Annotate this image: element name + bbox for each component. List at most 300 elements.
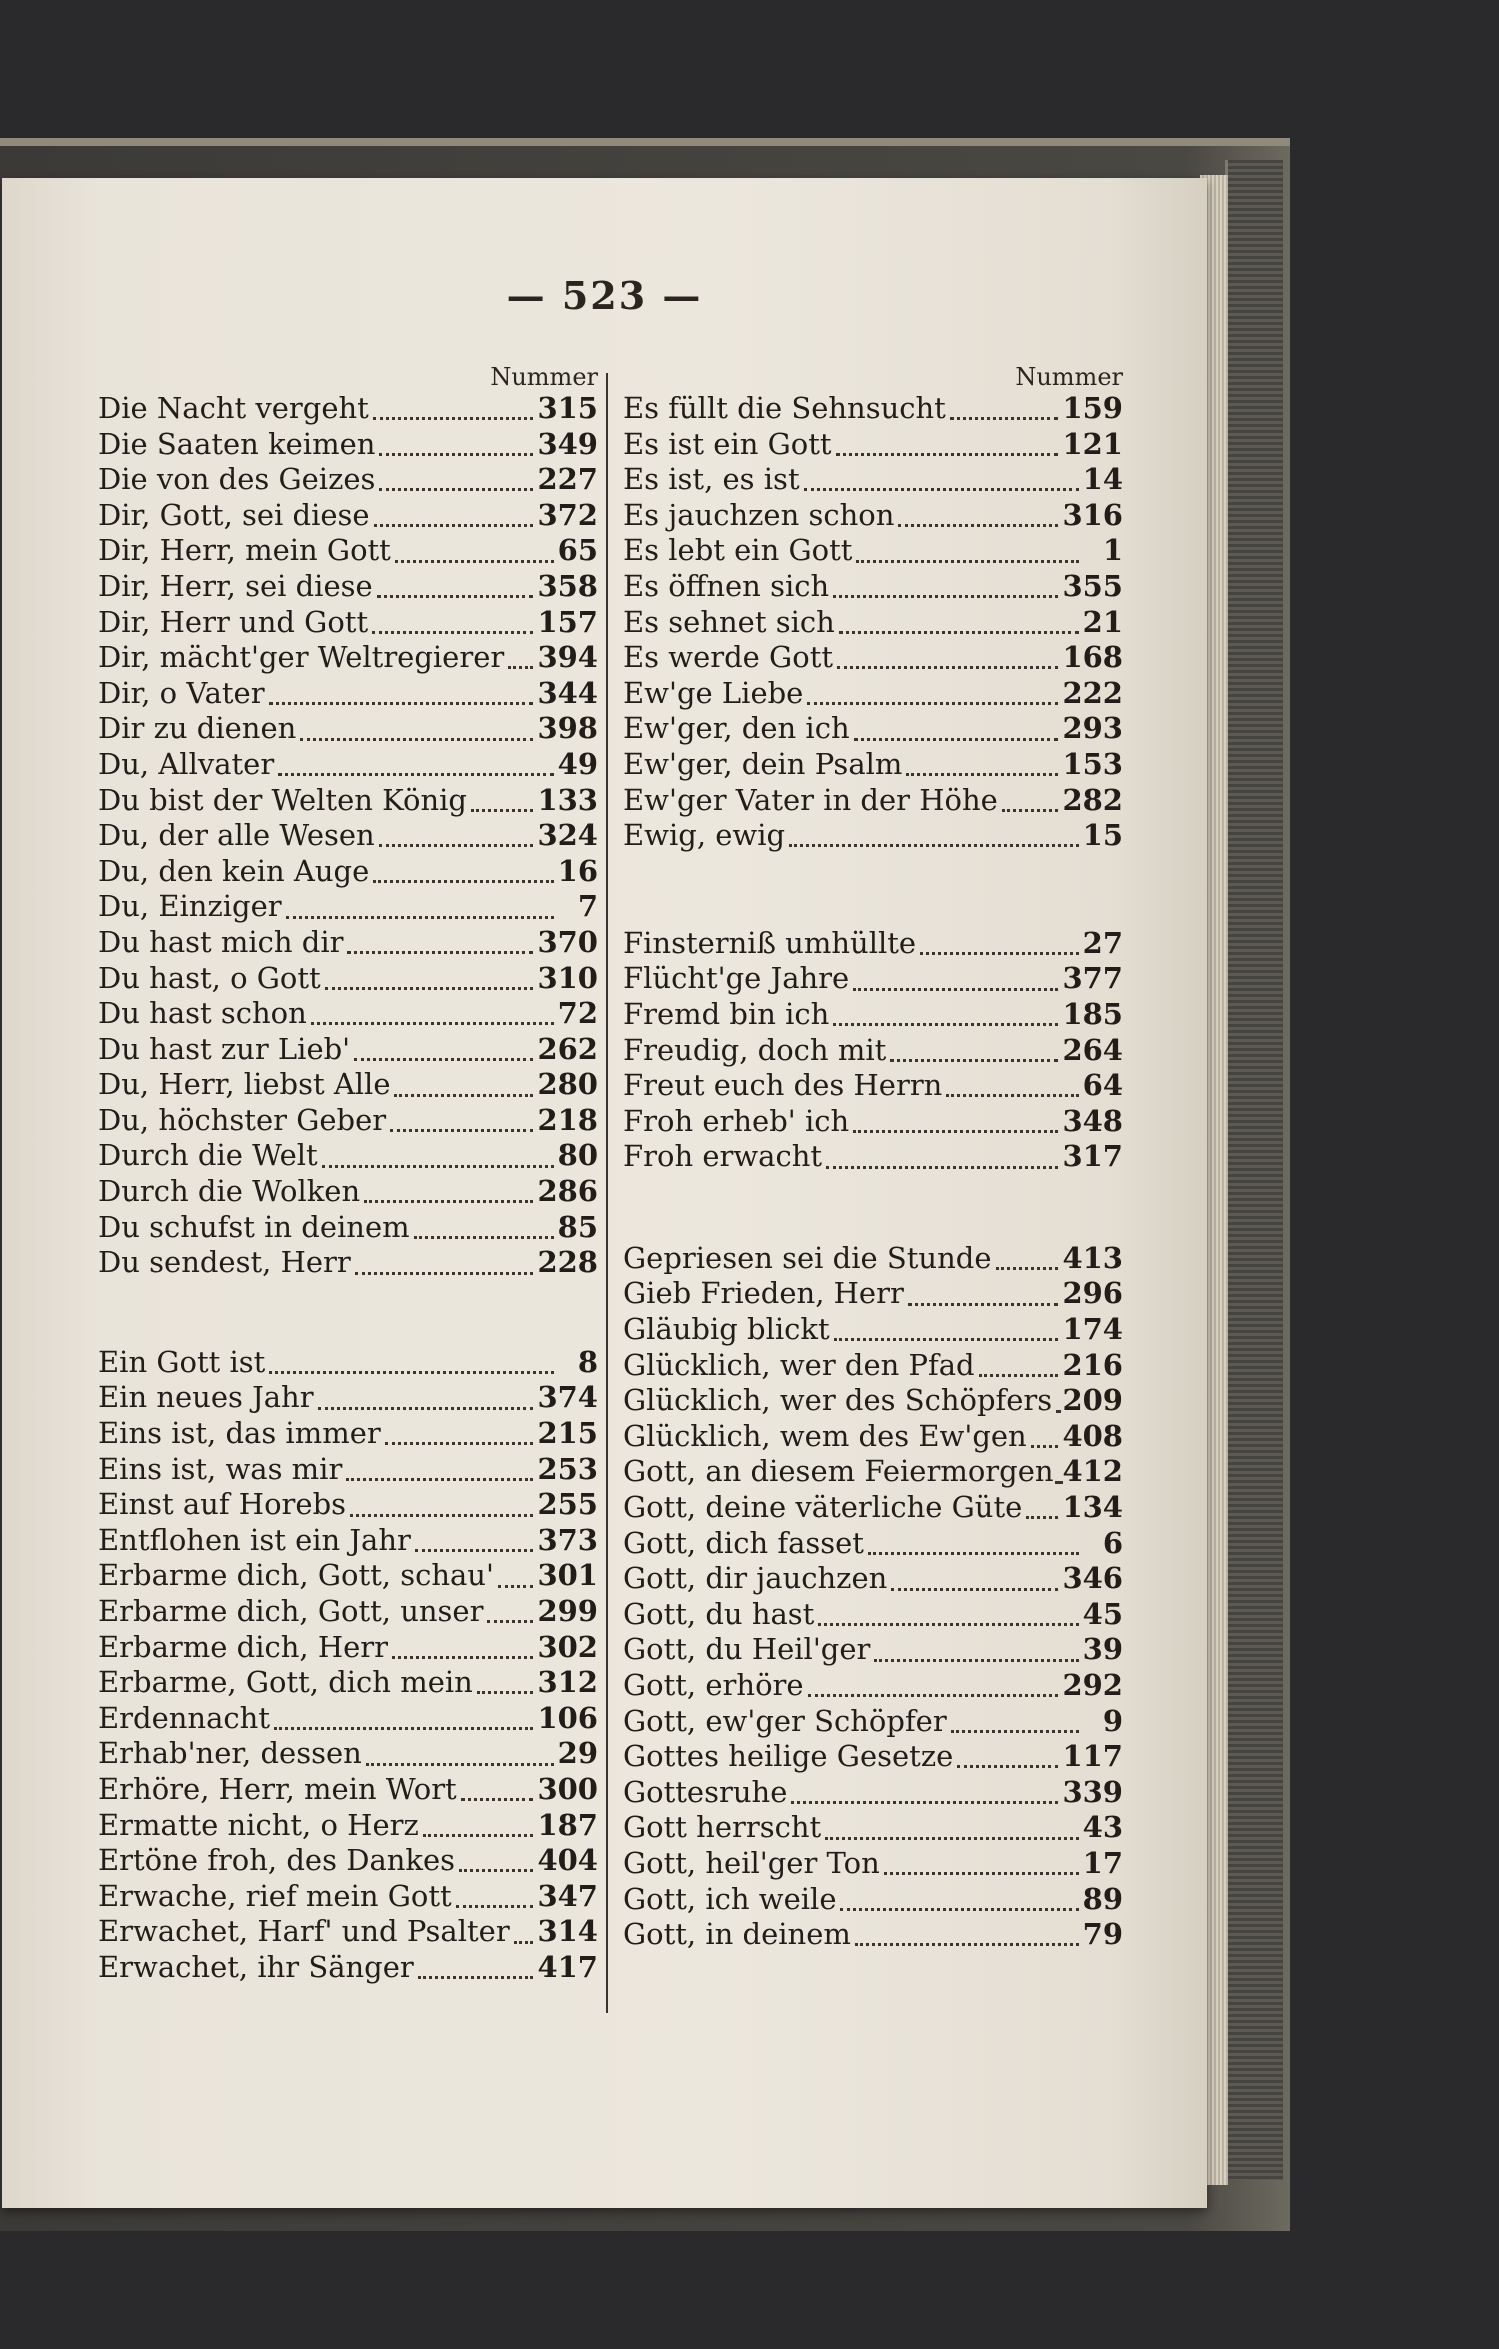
entry-title: Ew'ger, den ich: [623, 711, 850, 746]
entry-number: 377: [1062, 961, 1123, 996]
index-entry: [623, 1383, 1123, 1419]
entry-list: [98, 391, 598, 1986]
index-entry: [98, 1067, 598, 1103]
entry-number: 358: [537, 568, 598, 603]
leader-dots: [839, 631, 1079, 634]
entry-number: 346: [1062, 1561, 1123, 1596]
leader-dots: [286, 916, 554, 919]
entry-number: 412: [1062, 1454, 1123, 1489]
entry-title: Es jauchzen schon: [623, 497, 895, 532]
index-entry: [98, 533, 598, 569]
entry-title: Gott, heil'ger Ton: [623, 1845, 880, 1880]
book-spine-edge: [1225, 160, 1283, 2180]
entry-number: 174: [1062, 1312, 1123, 1347]
leader-dots: [833, 1023, 1058, 1026]
leader-dots: [354, 1058, 533, 1061]
entry-title: Du hast zur Lieb': [98, 1031, 351, 1066]
leader-dots: [853, 988, 1058, 991]
entry-title: Du sendest, Herr: [98, 1245, 351, 1280]
index-entry: [623, 640, 1123, 676]
entry-title: Gepriesen sei die Stunde: [623, 1240, 992, 1275]
entry-title: Gott, erhöre: [623, 1668, 804, 1702]
index-entry: [98, 605, 598, 641]
entry-number: 216: [1062, 1347, 1123, 1382]
entry-number: 85: [557, 1209, 598, 1244]
index-entry: [98, 1701, 598, 1737]
index-entry: [623, 569, 1123, 605]
entry-number: 209: [1062, 1383, 1123, 1418]
entry-title: Ew'ger, dein Psalm: [623, 746, 903, 781]
entry-number: 121: [1062, 426, 1123, 461]
entry-title: Gott, deine väterliche Güte: [623, 1490, 1023, 1525]
index-entry: [623, 1704, 1123, 1740]
entry-title: Ermatte nicht, o Herz: [98, 1807, 419, 1842]
entry-number: 117: [1062, 1739, 1123, 1774]
leader-dots: [423, 1834, 534, 1837]
entry-number: 255: [537, 1487, 598, 1522]
index-entry: [98, 1416, 598, 1452]
entry-title: Du, Allvater: [98, 746, 275, 781]
entry-title: Einst auf Horebs: [98, 1487, 347, 1522]
index-column-right: [623, 363, 1123, 1953]
entry-title: Ein neues Jahr: [98, 1380, 314, 1415]
leader-dots: [487, 1620, 533, 1623]
entry-title: Du, Herr, liebst Alle: [98, 1067, 391, 1102]
entry-title: Dir, mächt'ger Weltregierer: [98, 640, 505, 675]
leader-dots: [477, 1691, 534, 1694]
index-entry: [98, 1210, 598, 1246]
entry-number: 293: [1062, 711, 1123, 746]
leader-dots: [804, 488, 1079, 491]
index-entry: [98, 1523, 598, 1559]
entry-number: 153: [1062, 746, 1123, 781]
entry-title: Freut euch des Herrn: [623, 1068, 943, 1103]
entry-title: Du, höchster Geber: [98, 1102, 387, 1137]
entry-number: 339: [1062, 1774, 1123, 1809]
entry-title: Du hast schon: [98, 996, 307, 1031]
leader-dots: [456, 1905, 534, 1908]
index-entry: [623, 462, 1123, 498]
entry-title: Glücklich, wer den Pfad: [623, 1347, 975, 1382]
leader-dots: [390, 1129, 533, 1132]
index-entry: [98, 925, 598, 961]
index-entry: [98, 1558, 598, 1594]
index-entry: [98, 1103, 598, 1139]
column-header: Nummer: [1015, 363, 1123, 391]
leader-dots: [322, 1165, 554, 1168]
entry-number: 394: [537, 640, 598, 675]
leader-dots: [325, 987, 534, 990]
entry-number: 8: [577, 1344, 598, 1379]
entry-title: Es sehnet sich: [623, 604, 835, 639]
entry-title: Ewig, ewig: [623, 818, 786, 853]
entry-title: Finsterniß umhüllte: [623, 925, 917, 960]
entry-number: 15: [1082, 818, 1123, 853]
leader-dots: [300, 738, 533, 741]
entry-title: Ein Gott ist: [98, 1344, 266, 1379]
entry-number: 344: [537, 675, 598, 710]
entry-number: 372: [537, 497, 598, 532]
leader-dots: [818, 1623, 1078, 1626]
entry-title: Die Saaten keimen: [98, 426, 376, 461]
entry-title: Gott, du Heil'ger: [623, 1632, 871, 1667]
entry-number: 7: [577, 889, 598, 924]
entry-number: 262: [537, 1031, 598, 1066]
entry-number: 134: [1062, 1490, 1123, 1525]
entry-title: Fremd bin ich: [623, 996, 830, 1031]
entry-number: 296: [1062, 1276, 1123, 1311]
entry-number: 370: [537, 924, 598, 959]
index-entry: [623, 1068, 1123, 1104]
index-entry: [98, 1630, 598, 1666]
entry-number: 9: [1102, 1703, 1123, 1738]
section-gap: [623, 854, 1123, 926]
entry-number: 292: [1062, 1668, 1123, 1702]
entry-number: 315: [537, 391, 598, 425]
entry-number: 65: [557, 533, 598, 568]
leader-dots: [906, 773, 1058, 776]
entry-number: 14: [1082, 462, 1123, 497]
leader-dots: [898, 524, 1058, 527]
entry-title: Froh erheb' ich: [623, 1103, 850, 1138]
index-entry: [98, 1174, 598, 1210]
entry-title: Gott, dich fasset: [623, 1525, 864, 1560]
leader-dots: [856, 560, 1079, 563]
leader-dots: [373, 417, 534, 420]
leader-dots: [278, 773, 553, 776]
entry-title: Glücklich, wem des Ew'gen: [623, 1418, 1027, 1453]
index-entry: [98, 1950, 598, 1986]
leader-dots: [1058, 1481, 1059, 1484]
index-entry: [98, 1808, 598, 1844]
index-entry: [623, 676, 1123, 712]
entry-number: 264: [1062, 1032, 1123, 1067]
index-entry: [98, 889, 598, 925]
index-column-left: [98, 363, 598, 1986]
entry-number: 417: [537, 1949, 598, 1984]
index-entry: [623, 1775, 1123, 1811]
leader-dots: [946, 1094, 1078, 1097]
entry-number: 348: [1062, 1103, 1123, 1138]
entry-title: Dir zu dienen: [98, 711, 297, 746]
entry-title: Gott, in deinem: [623, 1917, 851, 1952]
index-entry: [98, 676, 598, 712]
leader-dots: [392, 1656, 533, 1659]
entry-title: Dir, Herr und Gott: [98, 604, 369, 639]
leader-dots: [461, 1798, 534, 1801]
index-entry: [623, 1312, 1123, 1348]
entry-number: 408: [1062, 1418, 1123, 1453]
leader-dots: [459, 1869, 533, 1872]
entry-number: 300: [537, 1771, 598, 1806]
entry-title: Gottes heilige Gesetze: [623, 1739, 954, 1774]
index-entry: [623, 1033, 1123, 1069]
entry-title: Die Nacht vergeht: [98, 391, 369, 425]
index-entry: [623, 1632, 1123, 1668]
index-entry: [98, 854, 598, 890]
index-entry: [623, 783, 1123, 819]
leader-dots: [385, 1442, 534, 1445]
entry-number: 404: [537, 1843, 598, 1878]
leader-dots: [379, 844, 534, 847]
entry-number: 373: [537, 1522, 598, 1557]
entry-number: 215: [537, 1416, 598, 1451]
leader-dots: [834, 1338, 1059, 1341]
leader-dots: [825, 1837, 1078, 1840]
index-entry: [98, 1487, 598, 1523]
entry-title: Es öffnen sich: [623, 568, 830, 603]
index-entry: [98, 1879, 598, 1915]
entry-title: Erbarme dich, Gott, schau': [98, 1558, 494, 1593]
entry-title: Es werde Gott: [623, 640, 833, 675]
entry-title: Du hast, o Gott: [98, 960, 321, 995]
entry-number: 228: [537, 1245, 598, 1280]
entry-number: 280: [537, 1067, 598, 1102]
leader-dots: [789, 844, 1079, 847]
entry-title: Gottesruhe: [623, 1774, 788, 1809]
index-entry: [623, 1348, 1123, 1384]
leader-dots: [874, 1659, 1078, 1662]
entry-number: 227: [537, 462, 598, 497]
entry-number: 349: [537, 426, 598, 461]
leader-dots: [372, 631, 533, 634]
leader-dots: [366, 1763, 554, 1766]
index-entry: [623, 1882, 1123, 1918]
entry-number: 43: [1082, 1810, 1123, 1845]
index-entry: [623, 533, 1123, 569]
leader-dots: [1002, 809, 1059, 812]
entry-number: 253: [537, 1451, 598, 1486]
leader-dots: [347, 951, 533, 954]
index-entry: [98, 996, 598, 1032]
entry-number: 398: [537, 711, 598, 746]
index-entry: [98, 1245, 598, 1281]
index-entry: [98, 1380, 598, 1416]
leader-dots: [498, 1585, 534, 1588]
index-entry: [98, 1843, 598, 1879]
entry-title: Gott, du hast: [623, 1596, 815, 1631]
entry-number: 301: [537, 1558, 598, 1593]
leader-dots: [418, 1976, 534, 1979]
leader-dots: [514, 1941, 534, 1944]
entry-title: Freudig, doch mit: [623, 1032, 887, 1067]
section-gap: [98, 1281, 598, 1345]
entry-title: Flücht'ge Jahre: [623, 961, 850, 996]
page-number: — 523 —: [506, 273, 703, 318]
leader-dots: [996, 1267, 1059, 1270]
index-entry: [623, 1526, 1123, 1562]
index-entry: [98, 747, 598, 783]
entry-number: 79: [1082, 1917, 1123, 1952]
entry-number: 310: [537, 960, 598, 995]
index-entry: [623, 711, 1123, 747]
entry-title: Ew'ger Vater in der Höhe: [623, 782, 998, 817]
entry-number: 106: [537, 1700, 598, 1735]
entry-title: Erdennacht: [98, 1700, 270, 1735]
leader-dots: [374, 524, 534, 527]
entry-number: 317: [1062, 1139, 1123, 1174]
index-entry: [98, 427, 598, 463]
entry-number: 374: [537, 1380, 598, 1415]
index-entry: [623, 1454, 1123, 1490]
index-entry: [623, 997, 1123, 1033]
entry-title: Gott, ew'ger Schöpfer: [623, 1703, 947, 1738]
leader-dots: [269, 702, 534, 705]
leader-dots: [377, 595, 534, 598]
index-entry: [98, 391, 598, 427]
leader-dots: [807, 702, 1058, 705]
index-entry: [623, 605, 1123, 641]
entry-title: Es ist, es ist: [623, 462, 800, 497]
index-entry: [623, 1104, 1123, 1140]
entry-title: Du schufst in deinem: [98, 1209, 410, 1244]
entry-number: 29: [557, 1736, 598, 1771]
entry-number: 80: [557, 1138, 598, 1173]
column-divider: [606, 373, 608, 2013]
entry-title: Es lebt ein Gott: [623, 533, 853, 568]
entry-title: Es ist ein Gott: [623, 426, 832, 461]
index-entry: [623, 1846, 1123, 1882]
entry-number: 302: [537, 1629, 598, 1664]
entry-list: [623, 391, 1123, 1953]
entry-number: 21: [1082, 604, 1123, 639]
column-header: Nummer: [490, 363, 598, 391]
entry-title: Die von des Geizes: [98, 462, 376, 497]
entry-title: Eins ist, das immer: [98, 1416, 381, 1451]
entry-title: Ew'ge Liebe: [623, 675, 804, 710]
leader-dots: [891, 1588, 1058, 1591]
entry-number: 187: [537, 1807, 598, 1842]
leader-dots: [355, 1272, 534, 1275]
index-entry: [623, 1917, 1123, 1953]
leader-dots: [868, 1552, 1079, 1555]
entry-title: Erwachet, Harf' und Psalter: [98, 1914, 510, 1949]
leader-dots: [840, 1908, 1078, 1911]
entry-title: Dir, o Vater: [98, 675, 265, 710]
leader-dots: [395, 560, 554, 563]
entry-title: Erbarme dich, Herr: [98, 1629, 388, 1664]
entry-number: 299: [537, 1594, 598, 1628]
leader-dots: [471, 809, 533, 812]
index-entry: [98, 1138, 598, 1174]
entry-number: 133: [537, 782, 598, 817]
leader-dots: [379, 488, 533, 491]
entry-title: Erbarme dich, Gott, unser: [98, 1594, 484, 1628]
entry-title: Du hast mich dir: [98, 924, 344, 959]
entry-number: 218: [537, 1102, 598, 1137]
index-entry: [623, 1561, 1123, 1597]
leader-dots: [837, 666, 1058, 669]
index-entry: [98, 1594, 598, 1630]
entry-title: Du, den kein Auge: [98, 853, 370, 888]
entry-number: 39: [1082, 1632, 1123, 1667]
entry-title: Gott, ich weile: [623, 1881, 837, 1916]
index-entry: [98, 1665, 598, 1701]
entry-number: 312: [537, 1665, 598, 1700]
leader-dots: [855, 1943, 1079, 1946]
entry-title: Ertöne froh, des Dankes: [98, 1843, 456, 1878]
index-entry: [98, 783, 598, 819]
entry-number: 324: [537, 818, 598, 853]
index-entry: [98, 640, 598, 676]
index-entry: [98, 1772, 598, 1808]
entry-title: Gott herrscht: [623, 1810, 822, 1845]
book-page: [2, 178, 1207, 2208]
entry-number: 282: [1062, 782, 1123, 817]
index-entry: [98, 1452, 598, 1488]
leader-dots: [311, 1022, 554, 1025]
entry-number: 168: [1062, 640, 1123, 675]
entry-title: Gläubig blickt: [623, 1312, 830, 1347]
leader-dots: [1056, 1410, 1058, 1413]
index-entry: [98, 569, 598, 605]
entry-number: 347: [537, 1878, 598, 1913]
entry-title: Erhöre, Herr, mein Wort: [98, 1771, 457, 1806]
section-gap: [623, 1175, 1123, 1241]
leader-dots: [394, 1094, 533, 1097]
index-entry: [623, 391, 1123, 427]
index-entry: [98, 1345, 598, 1381]
entry-title: Du, der alle Wesen: [98, 818, 375, 853]
leader-dots: [826, 1166, 1058, 1169]
entry-number: 49: [557, 746, 598, 781]
entry-title: Froh erwacht: [623, 1139, 823, 1174]
index-entry: [623, 1739, 1123, 1775]
leader-dots: [414, 1236, 554, 1239]
entry-title: Erbarme, Gott, dich mein: [98, 1665, 473, 1700]
entry-title: Dir, Herr, mein Gott: [98, 533, 391, 568]
entry-number: 286: [537, 1174, 598, 1209]
leader-dots: [318, 1407, 534, 1410]
index-entry: [98, 1914, 598, 1950]
entry-title: Du bist der Welten König: [98, 782, 467, 817]
entry-title: Es füllt die Sehnsucht: [623, 391, 946, 425]
entry-number: 413: [1062, 1240, 1123, 1275]
leader-dots: [379, 453, 533, 456]
index-entry: [623, 1668, 1123, 1704]
index-entry: [623, 1490, 1123, 1526]
entry-number: 89: [1082, 1881, 1123, 1916]
entry-title: Erhab'ner, dessen: [98, 1736, 362, 1771]
entry-number: 314: [537, 1914, 598, 1949]
leader-dots: [853, 1130, 1058, 1133]
index-entry: [623, 1810, 1123, 1846]
index-entry: [98, 1032, 598, 1068]
index-entry: [98, 961, 598, 997]
index-entry: [623, 1139, 1123, 1175]
entry-title: Entflohen ist ein Jahr: [98, 1522, 411, 1557]
leader-dots: [1026, 1516, 1058, 1519]
leader-dots: [346, 1478, 533, 1481]
leader-dots: [890, 1059, 1058, 1062]
index-entry: [623, 1276, 1123, 1312]
leader-dots: [833, 595, 1058, 598]
entry-title: Erwache, rief mein Gott: [98, 1878, 452, 1913]
entry-title: Dir, Herr, sei diese: [98, 568, 373, 603]
entry-number: 72: [557, 996, 598, 1031]
index-entry: [623, 747, 1123, 783]
index-entry: [98, 462, 598, 498]
leader-dots: [415, 1549, 534, 1552]
entry-number: 157: [537, 604, 598, 639]
entry-number: 222: [1062, 675, 1123, 710]
index-entry: [623, 1597, 1123, 1633]
entry-number: 316: [1062, 497, 1123, 532]
entry-number: 45: [1082, 1596, 1123, 1631]
entry-title: Durch die Wolken: [98, 1174, 361, 1209]
index-entry: [98, 818, 598, 854]
index-entry: [98, 498, 598, 534]
